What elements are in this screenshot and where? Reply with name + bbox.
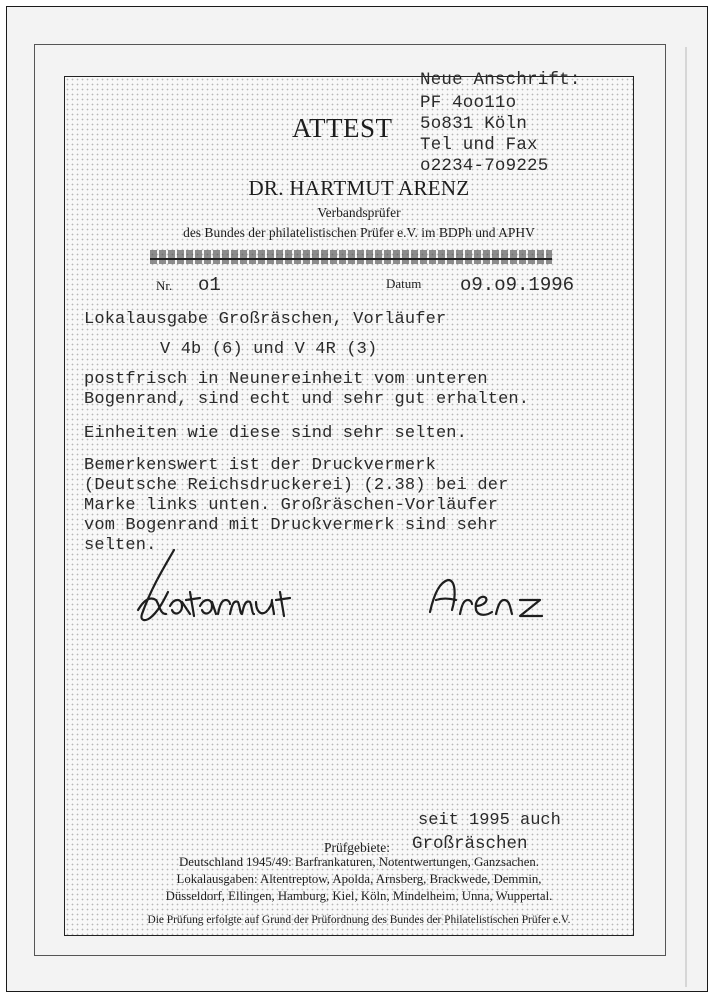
address-line-4: Tel und Fax xyxy=(420,135,538,155)
strike-through-line xyxy=(150,258,552,260)
legal-note: Die Prüfung erfolgte auf Grund der Prüfordnung des Bundes der Philatelistischen Prüfer e.V. xyxy=(147,914,571,926)
nr-value: o1 xyxy=(198,274,221,296)
examiner-name: DR. HARTMUT ARENZ xyxy=(248,176,470,200)
datum-label: Datum xyxy=(386,276,422,291)
seit-note: seit 1995 auch xyxy=(418,811,561,830)
body-line: Marke links unten. Großräschen-Vorläufer xyxy=(84,496,499,515)
body-line: V 4b (6) und V 4R (3) xyxy=(160,340,378,359)
body-line: (Deutsche Reichsdruckerei) (2.38) bei der xyxy=(84,476,509,495)
pruefgebiete-value: Großräschen xyxy=(412,834,528,854)
footer-line: Deutschland 1945/49: Barfrankaturen, Notentwertungen, Ganzsachen. xyxy=(179,855,539,869)
datum-value: o9.o9.1996 xyxy=(460,274,575,296)
body-line: Bemerkenswert ist der Druckvermerk xyxy=(84,456,436,475)
struck-out-address xyxy=(150,250,552,264)
address-line-5: o2234-7o9225 xyxy=(420,156,549,176)
handwritten-signature xyxy=(130,540,600,630)
examiner-association: des Bundes der philatelistischen Prüfer e.V. im BDPh und APHV xyxy=(183,225,535,240)
body-line: Einheiten wie diese sind sehr selten. xyxy=(84,424,468,443)
footer-line: Düsseldorf, Ellingen, Hamburg, Kiel, Köln, Mindelheim, Unna, Wuppertal. xyxy=(165,889,553,903)
nr-label: Nr. xyxy=(156,278,173,293)
body-line: postfrisch in Neunereinheit vom unteren xyxy=(84,370,488,389)
examiner-role: Verbandsprüfer xyxy=(317,205,401,220)
footer-line: Lokalausgaben: Altentreptow, Apolda, Arnsberg, Brackwede, Demmin, xyxy=(176,872,542,886)
address-line-2: PF 4oo11o xyxy=(420,93,517,113)
body-line: selten. xyxy=(84,536,157,555)
body-line: vom Bogenrand mit Druckvermerk sind sehr xyxy=(84,516,499,535)
attest-title: ATTEST xyxy=(292,113,393,143)
address-line-1: Neue Anschrift: xyxy=(420,70,581,90)
pruefgebiete-label: Prüfgebiete: xyxy=(324,840,390,855)
body-line: Bogenrand, sind echt und sehr gut erhalten. xyxy=(84,390,530,409)
address-line-3: 5o831 Köln xyxy=(420,114,528,134)
body-line: Lokalausgabe Großräschen, Vorläufer xyxy=(84,310,447,329)
